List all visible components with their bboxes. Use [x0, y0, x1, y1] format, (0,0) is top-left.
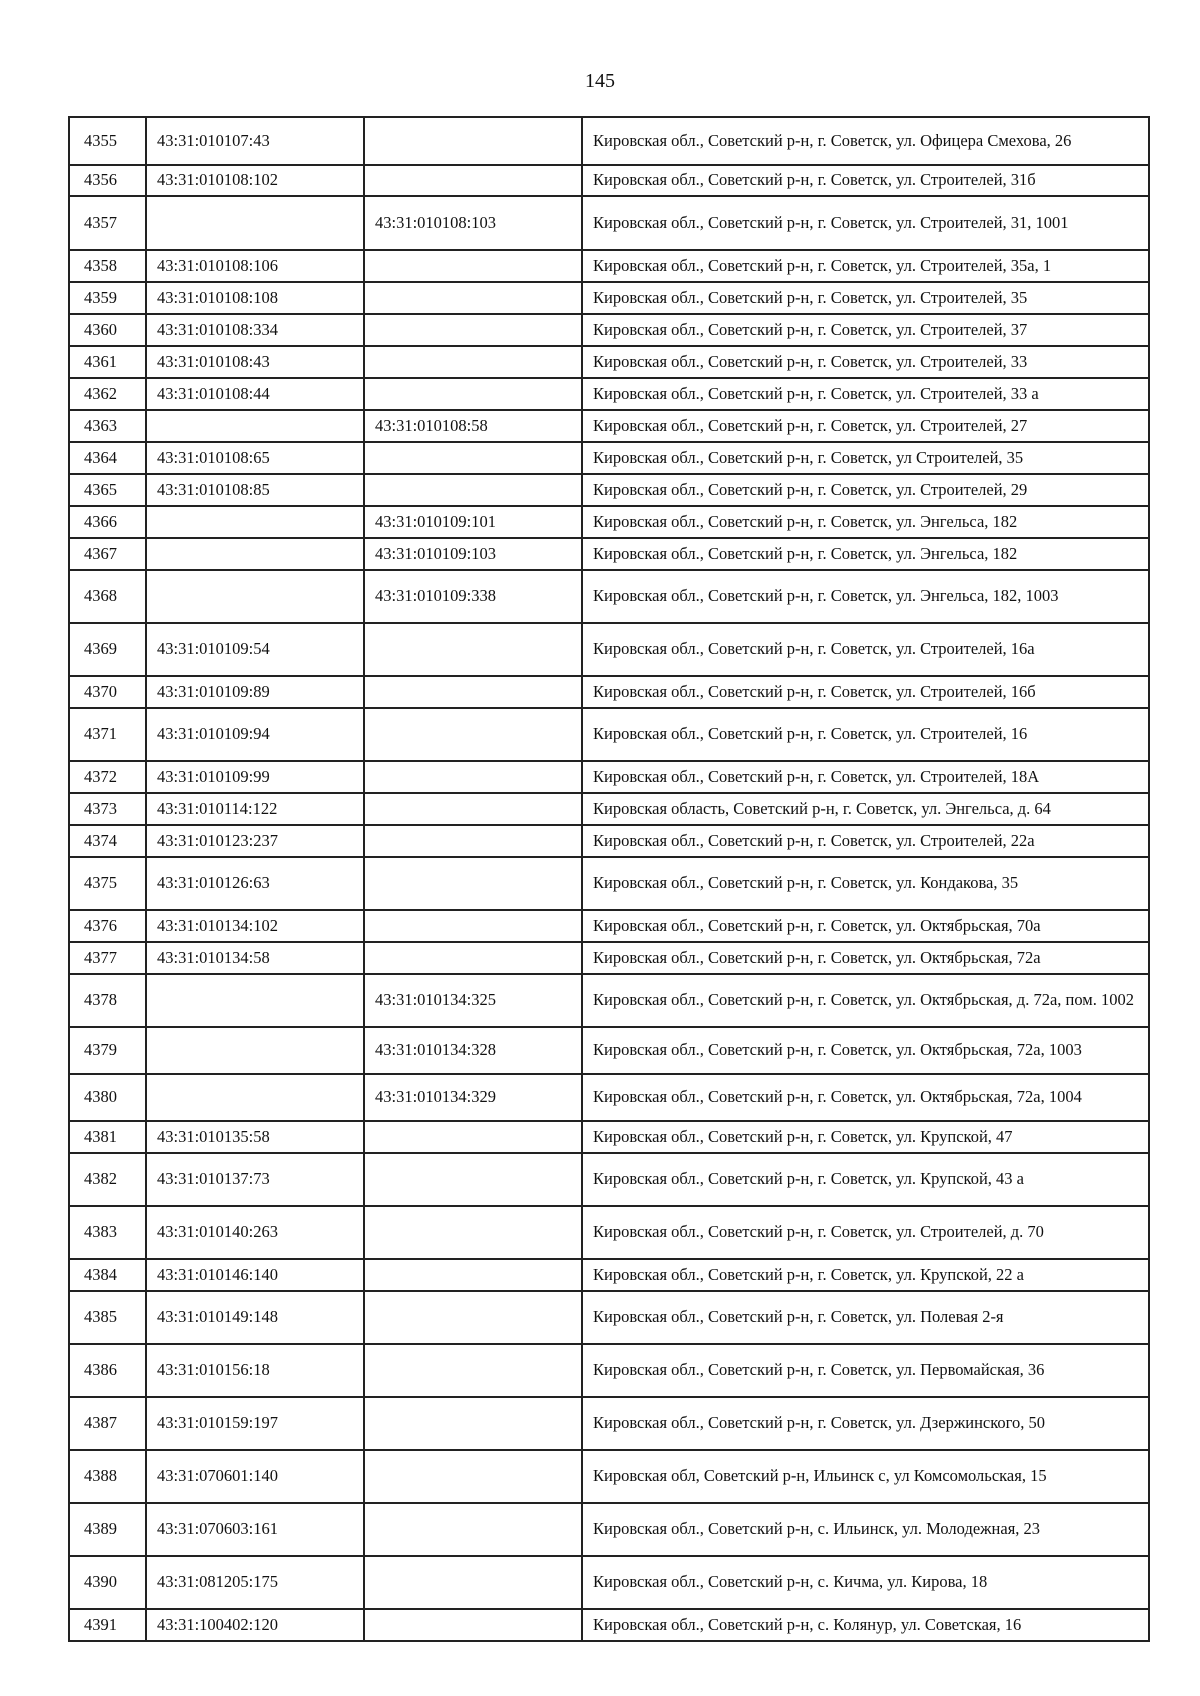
row-number-cell: 4373	[69, 793, 146, 825]
table-row	[69, 974, 1149, 1027]
cadastral-number-cell: 43:31:010135:58	[146, 1121, 364, 1153]
premises-cadastral-number-cell	[364, 117, 582, 165]
table-row	[69, 378, 1149, 410]
cadastral-number-cell: 43:31:010107:43	[146, 117, 364, 165]
cadastral-number-cell: 43:31:010134:58	[146, 942, 364, 974]
property-registry-table	[68, 116, 1150, 1642]
address-cell: Кировская обл., Советский р-н, г. Советск, ул. Строителей, 33	[582, 346, 1149, 378]
cadastral-number-cell: 43:31:010109:99	[146, 761, 364, 793]
table-row	[69, 1206, 1149, 1259]
cadastral-number-cell	[146, 1074, 364, 1121]
address-cell: Кировская обл., Советский р-н, г. Советск, ул. Полевая 2-я	[582, 1291, 1149, 1344]
address-cell: Кировская обл., Советский р-н, г. Советск, ул. Строителей, 31б	[582, 165, 1149, 196]
cadastral-number-cell	[146, 506, 364, 538]
table-row	[69, 793, 1149, 825]
row-number-cell: 4358	[69, 250, 146, 282]
row-number-cell: 4374	[69, 825, 146, 857]
address-cell: Кировская обл., Советский р-н, г. Советск, ул. Кондакова, 35	[582, 857, 1149, 910]
table-row	[69, 1450, 1149, 1503]
table-row	[69, 538, 1149, 570]
address-cell: Кировская обл., Советский р-н, г. Советск, ул. Строителей, 18А	[582, 761, 1149, 793]
cadastral-number-cell: 43:31:010108:65	[146, 442, 364, 474]
row-number-cell: 4377	[69, 942, 146, 974]
cadastral-number-cell: 43:31:010134:102	[146, 910, 364, 942]
address-cell: Кировская обл., Советский р-н, г. Советск, ул Строителей, 35	[582, 442, 1149, 474]
cadastral-number-cell: 43:31:070603:161	[146, 1503, 364, 1556]
row-number-cell: 4367	[69, 538, 146, 570]
address-cell: Кировская обл., Советский р-н, г. Советск, ул. Октябрьская, 72а	[582, 942, 1149, 974]
premises-cadastral-number-cell	[364, 1291, 582, 1344]
premises-cadastral-number-cell	[364, 1153, 582, 1206]
cadastral-number-cell: 43:31:010108:334	[146, 314, 364, 346]
premises-cadastral-number-cell: 43:31:010134:328	[364, 1027, 582, 1074]
address-cell: Кировская обл., Советский р-н, г. Советск, ул. Строителей, 31, 1001	[582, 196, 1149, 250]
premises-cadastral-number-cell: 43:31:010108:103	[364, 196, 582, 250]
premises-cadastral-number-cell	[364, 442, 582, 474]
row-number-cell: 4378	[69, 974, 146, 1027]
cadastral-number-cell: 43:31:010146:140	[146, 1259, 364, 1291]
table-row	[69, 314, 1149, 346]
premises-cadastral-number-cell	[364, 761, 582, 793]
premises-cadastral-number-cell	[364, 1450, 582, 1503]
row-number-cell: 4369	[69, 623, 146, 676]
cadastral-number-cell: 43:31:010108:85	[146, 474, 364, 506]
premises-cadastral-number-cell	[364, 793, 582, 825]
row-number-cell: 4380	[69, 1074, 146, 1121]
row-number-cell: 4365	[69, 474, 146, 506]
table-row	[69, 1027, 1149, 1074]
row-number-cell: 4375	[69, 857, 146, 910]
cadastral-number-cell	[146, 1027, 364, 1074]
premises-cadastral-number-cell: 43:31:010108:58	[364, 410, 582, 442]
row-number-cell: 4391	[69, 1609, 146, 1641]
premises-cadastral-number-cell	[364, 314, 582, 346]
cadastral-number-cell: 43:31:010159:197	[146, 1397, 364, 1450]
row-number-cell: 4385	[69, 1291, 146, 1344]
premises-cadastral-number-cell	[364, 282, 582, 314]
premises-cadastral-number-cell	[364, 250, 582, 282]
premises-cadastral-number-cell	[364, 1397, 582, 1450]
row-number-cell: 4363	[69, 410, 146, 442]
address-cell: Кировская обл., Советский р-н, г. Советск, ул. Октябрьская, 72а, 1004	[582, 1074, 1149, 1121]
table-row	[69, 910, 1149, 942]
cadastral-number-cell: 43:31:081205:175	[146, 1556, 364, 1609]
premises-cadastral-number-cell	[364, 1121, 582, 1153]
address-cell: Кировская обл., Советский р-н, г. Советск, ул. Октябрьская, 72а, 1003	[582, 1027, 1149, 1074]
address-cell: Кировская обл., Советский р-н, г. Советск, ул. Крупской, 43 а	[582, 1153, 1149, 1206]
table-row	[69, 676, 1149, 708]
cadastral-number-cell: 43:31:010149:148	[146, 1291, 364, 1344]
address-cell: Кировская обл., Советский р-н, г. Советск, ул. Строителей, 29	[582, 474, 1149, 506]
row-number-cell: 4386	[69, 1344, 146, 1397]
address-cell: Кировская обл., Советский р-н, г. Советск, ул. Первомайская, 36	[582, 1344, 1149, 1397]
premises-cadastral-number-cell	[364, 1259, 582, 1291]
cadastral-number-cell: 43:31:010156:18	[146, 1344, 364, 1397]
cadastral-number-cell: 43:31:070601:140	[146, 1450, 364, 1503]
address-cell: Кировская обл., Советский р-н, г. Советск, ул. Строителей, 37	[582, 314, 1149, 346]
address-cell: Кировская обл., Советский р-н, г. Советск, ул. Строителей, 16а	[582, 623, 1149, 676]
table-row	[69, 1344, 1149, 1397]
cadastral-number-cell	[146, 570, 364, 623]
cadastral-number-cell: 43:31:010108:106	[146, 250, 364, 282]
address-cell: Кировская обл., Советский р-н, г. Советск, ул. Строителей, 35	[582, 282, 1149, 314]
table-row	[69, 825, 1149, 857]
premises-cadastral-number-cell	[364, 942, 582, 974]
premises-cadastral-number-cell	[364, 474, 582, 506]
table-row	[69, 506, 1149, 538]
address-cell: Кировская обл., Советский р-н, г. Советск, ул. Крупской, 47	[582, 1121, 1149, 1153]
row-number-cell: 4381	[69, 1121, 146, 1153]
cadastral-number-cell: 43:31:010109:94	[146, 708, 364, 761]
cadastral-number-cell: 43:31:010109:54	[146, 623, 364, 676]
address-cell: Кировская обл., Советский р-н, г. Советск, ул. Строителей, 16	[582, 708, 1149, 761]
row-number-cell: 4356	[69, 165, 146, 196]
row-number-cell: 4382	[69, 1153, 146, 1206]
row-number-cell: 4388	[69, 1450, 146, 1503]
row-number-cell: 4366	[69, 506, 146, 538]
address-cell: Кировская обл., Советский р-н, г. Советск, ул. Строителей, д. 70	[582, 1206, 1149, 1259]
address-cell: Кировская обл., Советский р-н, с. Ильинск, ул. Молодежная, 23	[582, 1503, 1149, 1556]
table-row	[69, 442, 1149, 474]
table-row	[69, 474, 1149, 506]
address-cell: Кировская обл., Советский р-н, с. Кичма, ул. Кирова, 18	[582, 1556, 1149, 1609]
cadastral-number-cell: 43:31:010108:108	[146, 282, 364, 314]
cadastral-number-cell: 43:31:010140:263	[146, 1206, 364, 1259]
row-number-cell: 4387	[69, 1397, 146, 1450]
address-cell: Кировская обл., Советский р-н, г. Советск, ул. Строителей, 16б	[582, 676, 1149, 708]
row-number-cell: 4368	[69, 570, 146, 623]
table-row	[69, 761, 1149, 793]
table-row	[69, 942, 1149, 974]
row-number-cell: 4372	[69, 761, 146, 793]
cadastral-number-cell	[146, 196, 364, 250]
table-row	[69, 1074, 1149, 1121]
table-row	[69, 117, 1149, 165]
premises-cadastral-number-cell	[364, 910, 582, 942]
cadastral-number-cell: 43:31:010114:122	[146, 793, 364, 825]
row-number-cell: 4379	[69, 1027, 146, 1074]
premises-cadastral-number-cell: 43:31:010134:329	[364, 1074, 582, 1121]
registry-body	[69, 117, 1149, 1641]
address-cell: Кировская обл, Советский р-н, Ильинск с, ул Комсомольская, 15	[582, 1450, 1149, 1503]
table-row	[69, 165, 1149, 196]
table-row	[69, 857, 1149, 910]
table-row	[69, 1609, 1149, 1641]
premises-cadastral-number-cell	[364, 676, 582, 708]
table-row	[69, 250, 1149, 282]
premises-cadastral-number-cell	[364, 1344, 582, 1397]
row-number-cell: 4364	[69, 442, 146, 474]
address-cell: Кировская обл., Советский р-н, г. Советск, ул. Крупской, 22 а	[582, 1259, 1149, 1291]
table-row	[69, 570, 1149, 623]
premises-cadastral-number-cell	[364, 825, 582, 857]
address-cell: Кировская обл., Советский р-н, г. Советск, ул. Строителей, 33 а	[582, 378, 1149, 410]
table-row	[69, 708, 1149, 761]
row-number-cell: 4360	[69, 314, 146, 346]
row-number-cell: 4357	[69, 196, 146, 250]
premises-cadastral-number-cell	[364, 1503, 582, 1556]
cadastral-number-cell: 43:31:010108:43	[146, 346, 364, 378]
premises-cadastral-number-cell	[364, 1609, 582, 1641]
address-cell: Кировская обл., Советский р-н, г. Советск, ул. Октябрьская, 70а	[582, 910, 1149, 942]
cadastral-number-cell: 43:31:010123:237	[146, 825, 364, 857]
row-number-cell: 4359	[69, 282, 146, 314]
row-number-cell: 4362	[69, 378, 146, 410]
address-cell: Кировская область, Советский р-н, г. Советск, ул. Энгельса, д. 64	[582, 793, 1149, 825]
premises-cadastral-number-cell	[364, 708, 582, 761]
premises-cadastral-number-cell	[364, 857, 582, 910]
address-cell: Кировская обл., Советский р-н, г. Советск, ул. Строителей, 27	[582, 410, 1149, 442]
table-row	[69, 1121, 1149, 1153]
address-cell: Кировская обл., Советский р-н, г. Советск, ул. Строителей, 35а, 1	[582, 250, 1149, 282]
address-cell: Кировская обл., Советский р-н, с. Колянур, ул. Советская, 16	[582, 1609, 1149, 1641]
premises-cadastral-number-cell: 43:31:010134:325	[364, 974, 582, 1027]
table-row	[69, 1291, 1149, 1344]
address-cell: Кировская обл., Советский р-н, г. Советск, ул. Дзержинского, 50	[582, 1397, 1149, 1450]
address-cell: Кировская обл., Советский р-н, г. Советск, ул. Энгельса, 182	[582, 538, 1149, 570]
address-cell: Кировская обл., Советский р-н, г. Советск, ул. Энгельса, 182	[582, 506, 1149, 538]
table-row	[69, 623, 1149, 676]
table-row	[69, 1556, 1149, 1609]
table-row	[69, 1503, 1149, 1556]
premises-cadastral-number-cell	[364, 1206, 582, 1259]
address-cell: Кировская обл., Советский р-н, г. Советск, ул. Октябрьская, д. 72а, пом. 1002	[582, 974, 1149, 1027]
row-number-cell: 4390	[69, 1556, 146, 1609]
row-number-cell: 4389	[69, 1503, 146, 1556]
premises-cadastral-number-cell: 43:31:010109:103	[364, 538, 582, 570]
cadastral-number-cell: 43:31:010126:63	[146, 857, 364, 910]
row-number-cell: 4355	[69, 117, 146, 165]
address-cell: Кировская обл., Советский р-н, г. Советск, ул. Строителей, 22а	[582, 825, 1149, 857]
cadastral-number-cell: 43:31:010108:44	[146, 378, 364, 410]
table-row	[69, 1259, 1149, 1291]
row-number-cell: 4383	[69, 1206, 146, 1259]
cadastral-number-cell: 43:31:100402:120	[146, 1609, 364, 1641]
row-number-cell: 4376	[69, 910, 146, 942]
cadastral-number-cell	[146, 410, 364, 442]
premises-cadastral-number-cell	[364, 346, 582, 378]
address-cell: Кировская обл., Советский р-н, г. Советск, ул. Офицера Смехова, 26	[582, 117, 1149, 165]
cadastral-number-cell: 43:31:010108:102	[146, 165, 364, 196]
cadastral-number-cell	[146, 538, 364, 570]
row-number-cell: 4384	[69, 1259, 146, 1291]
premises-cadastral-number-cell	[364, 623, 582, 676]
cadastral-number-cell: 43:31:010109:89	[146, 676, 364, 708]
table-row	[69, 282, 1149, 314]
table-row	[69, 1397, 1149, 1450]
cadastral-number-cell	[146, 974, 364, 1027]
page-number: 145	[585, 70, 615, 92]
table-row	[69, 346, 1149, 378]
premises-cadastral-number-cell	[364, 378, 582, 410]
row-number-cell: 4371	[69, 708, 146, 761]
premises-cadastral-number-cell: 43:31:010109:101	[364, 506, 582, 538]
row-number-cell: 4361	[69, 346, 146, 378]
row-number-cell: 4370	[69, 676, 146, 708]
table-row	[69, 1153, 1149, 1206]
premises-cadastral-number-cell	[364, 165, 582, 196]
address-cell: Кировская обл., Советский р-н, г. Советск, ул. Энгельса, 182, 1003	[582, 570, 1149, 623]
premises-cadastral-number-cell: 43:31:010109:338	[364, 570, 582, 623]
cadastral-number-cell: 43:31:010137:73	[146, 1153, 364, 1206]
table-row	[69, 196, 1149, 250]
table-row	[69, 410, 1149, 442]
premises-cadastral-number-cell	[364, 1556, 582, 1609]
